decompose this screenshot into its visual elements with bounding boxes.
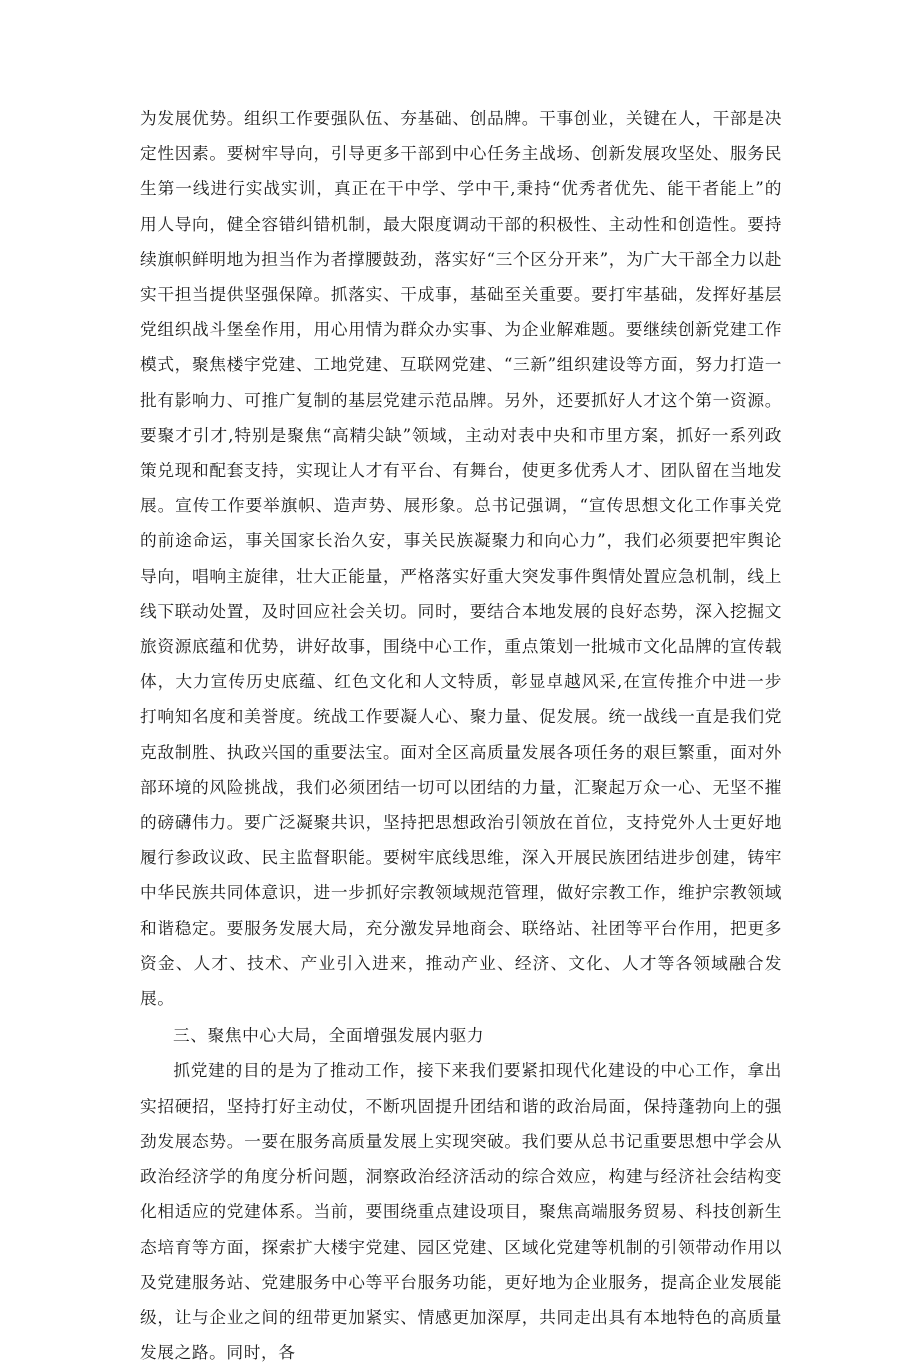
- section-heading: 三、聚焦中心大局，全面增强发展内驱力: [173, 1025, 485, 1046]
- body-paragraph-section-three: 抓党建的目的是为了推动工作，接下来我们要紧扣现代化建设的中心工作，拿出实招硬招，坚持打好主动仗，不断巩固提升团结和谐的政治局面，保持蓬勃向上的强劲发展态势。一要在服务高质量发展上实现突破。我们要从总书记重要思想中学会从政治经济学的角度分析问题，洞察政治经济活动的综合效应，构建与经济社会结构变化相适应的党建体系。当前，要围绕重点建设项目，聚焦高端服务贸易、科技创新生态培育等方面，探索扩大楼宇党建、园区党建、区域化党建等机制的引领带动作用以及党建服务站、党建服务中心等平台服务功能，更好地为企业服务，提高企业发展能级，让与企业之间的纽带更加紧实、情感更加深厚，共同走出具有本地特色的高质量发展之路。同时，各: [140, 1060, 782, 1363]
- body-paragraph-continuation: 为发展优势。组织工作要强队伍、夯基础、创品牌。干事创业，关键在人，干部是决定性因素。要树牢导向，引导更多干部到中心任务主战场、创新发展攻坚处、服务民生第一线进行实战实训，真正在干中学、学中干,秉持“优秀者优先、能干者能上”的用人导向，健全容错纠错机制，最大限度调动干部的积极性、主动性和创造性。要持续旗帜鲜明地为担当作为者撑腰鼓劲，落实好“三个区分开来”，为广大干部全力以赴实干担当提供坚强保障。抓落实、干成事，基础至关重要。要打牢基础，发挥好基层党组织战斗堡垒作用，用心用情为群众办实事、为企业解难题。要继续创新党建工作模式，聚焦楼宇党建、工地党建、互联网党建、“三新”组织建设等方面，努力打造一批有影响力、可推广复制的基层党建示范品牌。另外，还要抓好人才这个第一资源。要聚才引才,特别是聚焦“高精尖缺”领域，主动对表中央和市里方案，抓好一系列政策兑现和配套支持，实现让人才有平台、有舞台，使更多优秀人才、团队留在当地发展。宣传工作要举旗帜、造声势、展形象。总书记强调，“宣传思想文化工作事关党的前途命运，事关国家长治久安，事关民族凝聚力和向心力”，我们必须要把牢舆论导向，唱响主旋律，壮大正能量，严格落实好重大突发事件舆情处置应急机制，线上线下联动处置，及时回应社会关切。同时，要结合本地发展的良好态势，深入挖掘文旅资源底蕴和优势，讲好故事，围绕中心工作，重点策划一批城市文化品牌的宣传载体，大力宣传历史底蕴、红色文化和人文特质，彰显卓越风采,在宣传推介中进一步打响知名度和美誉度。统战工作要凝人心、聚力量、促发展。统一战线一直是我们党克敌制胜、执政兴国的重要法宝。面对全区高质量发展各项任务的艰巨繁重，面对外部环境的风险挑战，我们必须团结一切可以团结的力量，汇聚起万众一心、无坚不摧的磅礴伟力。要广泛凝聚共识，坚持把思想政治引领放在首位，支持党外人士更好地履行参政议政、民主监督职能。要树牢底线思维，深入开展民族团结进步创建，铸牢中华民族共同体意识，进一步抓好宗教领域规范管理，做好宗教工作，维护宗教领域和谐稳定。要服务发展大局，充分激发异地商会、联络站、社团等平台作用，把更多资金、人才、技术、产业引入进来，推动产业、经济、文化、人才等各领域融合发展。: [140, 108, 782, 1009]
- document-page: [140, 101, 782, 1370]
